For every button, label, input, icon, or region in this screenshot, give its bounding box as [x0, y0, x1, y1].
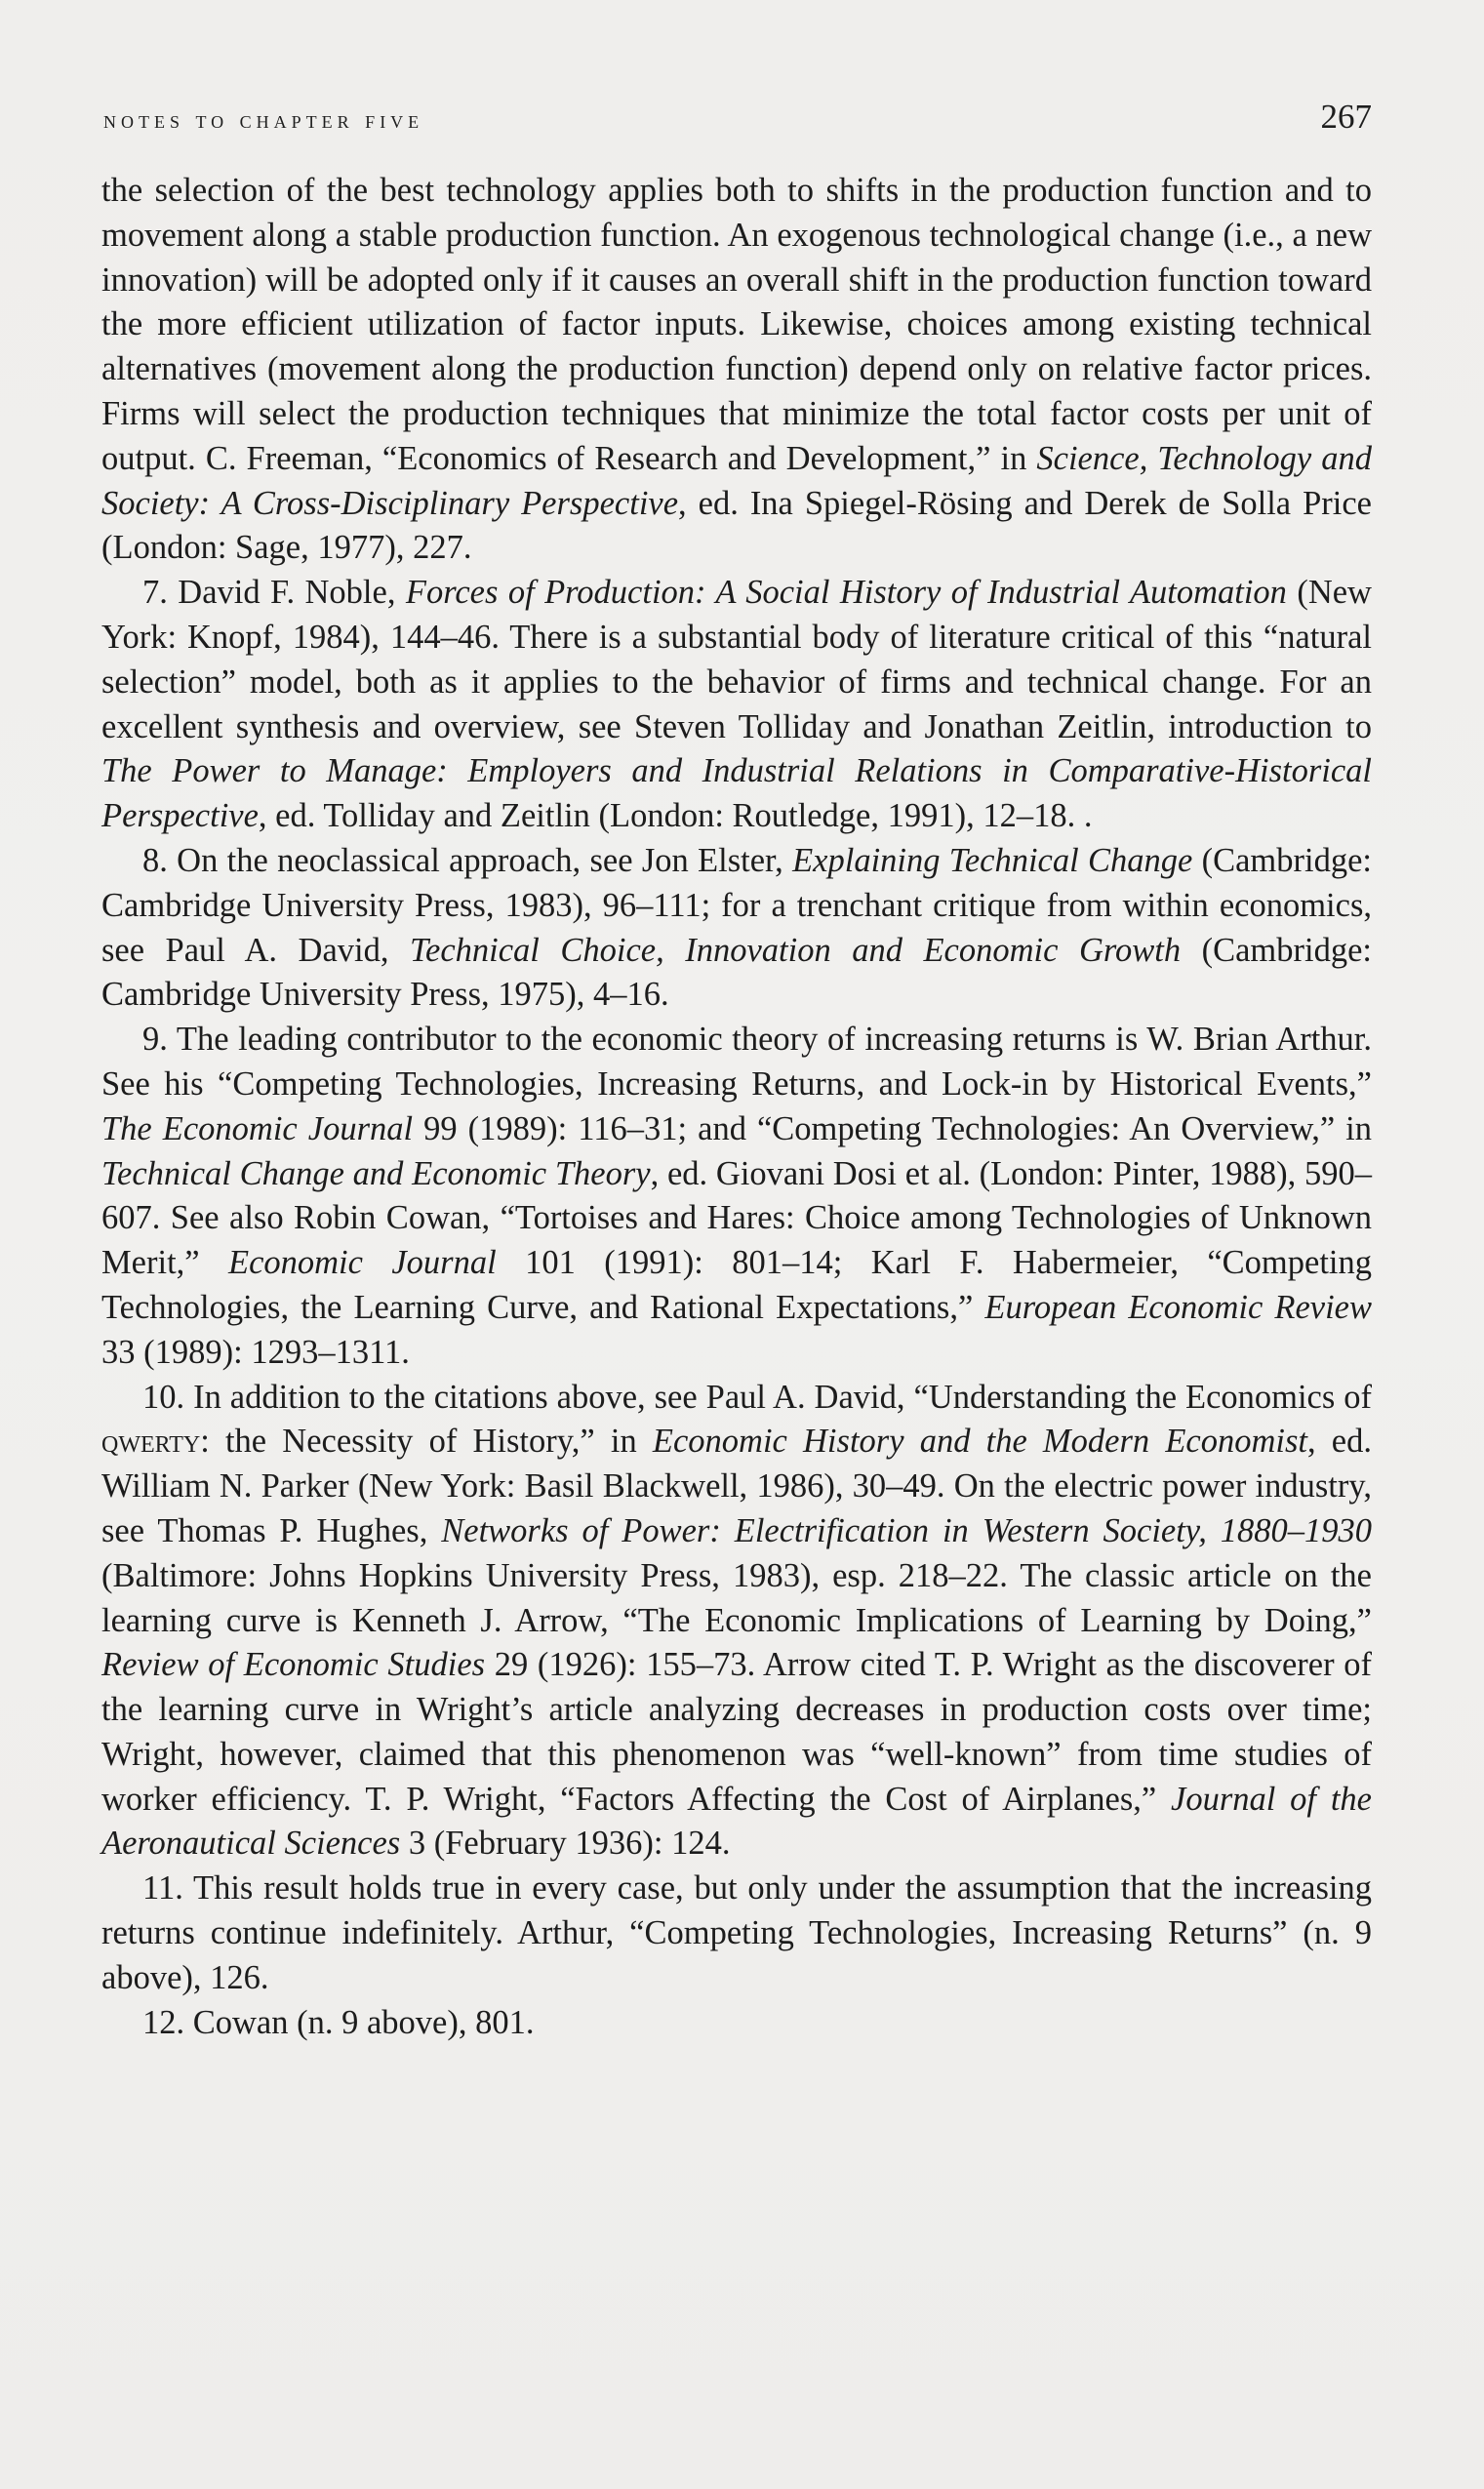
italic-title: Technical Choice, Innovation and Economic Growth [410, 931, 1182, 969]
italic-title: Science, Technology and Society: A Cross-Disciplinary Perspective [101, 439, 1372, 522]
italic-title: Economic Journal [228, 1244, 497, 1282]
note-continuation [101, 169, 1372, 571]
note-text: : the Necessity of History,” in [200, 1423, 653, 1461]
note-text: , ed. Ina Spiegel-Rösing and Derek de Solla Price (London: Sage, 1977), 227. [101, 484, 1372, 567]
note-text: 11. This result holds true in every case, but only under the assumption that the increasing returns continue indefinitely. Arthur, “Competing Technologies, Increasing Returns” (n. 9 above), 126. [101, 1869, 1372, 1996]
italic-title: Explaining Technical Change [792, 841, 1193, 879]
note-text: , ed. William N. Parker (New York: Basil Blackwell, 1986), 30–49. On the electric power industry, see Thomas P. Hughes, [101, 1423, 1372, 1549]
italic-title: European Economic Review [984, 1288, 1372, 1326]
italic-title: The Power to Manage: Employers and Industrial Relations in Comparative-Historical Perspective [101, 752, 1372, 835]
note-text: 99 (1989): 116–31; and “Competing Technologies: An Overview,” in [413, 1109, 1372, 1147]
page-header [101, 98, 1372, 146]
note-9 [101, 1018, 1372, 1375]
note-text: (Cambridge: Cambridge University Press, 1975), 4–16. [101, 931, 1372, 1014]
italic-title: The Economic Journal [101, 1109, 414, 1147]
italic-title: Networks of Power: Electrification in Western Society, 1880–1930 [441, 1511, 1372, 1549]
note-12 [101, 2001, 1372, 2046]
italic-title: Journal of the Aeronautical Sciences [101, 1780, 1372, 1863]
italic-title: Review of Economic Studies [101, 1646, 486, 1684]
note-text: 33 (1989): 1293–1311. [101, 1333, 410, 1371]
note-7 [101, 571, 1372, 839]
page-number: 267 [1320, 98, 1372, 136]
note-text: 101 (1991): 801–14; Karl F. Habermeier, “Competing Technologies, the Learning Curve, and Rational Expectations,” [101, 1244, 1372, 1326]
small-caps-text: qwerty [101, 1423, 201, 1461]
note-text: (Baltimore: Johns Hopkins University Press, 1983), esp. 218–22. The classic article on the learning curve is Kenneth J. Arrow, “The Economic Implications of Learning by Doing,” [101, 1556, 1372, 1639]
note-11 [101, 1867, 1372, 2000]
note-8 [101, 839, 1372, 1018]
note-text: (New York: Knopf, 1984), 144–46. There is a substantial body of literature critical of this “natural selection” model, both as it applies to the behavior of firms and technical change. For an excellent synthesis and overview, see Steven Tolliday and Jonathan Zeitlin, introduction to [101, 574, 1372, 745]
italic-title: Forces of Production: A Social History of Industrial Automation [405, 574, 1287, 612]
note-text: 10. In addition to the citations above, see Paul A. David, “Understanding the Economics of [142, 1378, 1372, 1416]
note-text: 9. The leading contributor to the economic theory of increasing returns is W. Brian Arthur. See his “Competing Technologies, Increasing Returns, and Lock-in by Historical Events,” [101, 1021, 1372, 1103]
notes-body [101, 169, 1372, 2045]
note-text: , ed. Tolliday and Zeitlin (London: Routledge, 1991), 12–18. . [258, 797, 1093, 835]
note-text: the selection of the best technology applies both to shifts in the production function and to movement along a stable production function. An exogenous technological change (i.e., a new innovation) will be adopted only if it causes an overall shift in the production function toward the more efficient utilization of factor inputs. Likewise, choices among existing technical alternatives (movement along the production function) depend only on relative factor prices. Firms will select the production techniques that minimize the total factor costs per unit of output. C. Freeman, “Economics of Research and Development,” in [101, 172, 1372, 477]
note-text: (Cambridge: Cambridge University Press, 1983), 96–111; for a trenchant critique from within economics, see Paul A. David, [101, 841, 1372, 969]
note-10 [101, 1376, 1372, 1867]
note-text: , ed. Giovani Dosi et al. (London: Pinter, 1988), 590–607. See also Robin Cowan, “Tortoises and Hares: Choice among Technologies of Unknown Merit,” [101, 1154, 1372, 1282]
italic-title: Economic History and the Modern Economist [652, 1423, 1307, 1461]
note-text: 3 (February 1936): 124. [400, 1825, 731, 1863]
note-text: 12. Cowan (n. 9 above), 801. [142, 2003, 535, 2041]
note-text: 29 (1926): 155–73. Arrow cited T. P. Wright as the discoverer of the learning curve in Wright’s article analyzing decreases in production costs over time; Wright, however, claimed that this phenomenon was “well-known” from time studies of worker efficiency. T. P. Wright, “Factors Affecting the Cost of Airplanes,” [101, 1646, 1372, 1818]
note-text: 7. David F. Noble, [142, 574, 406, 612]
running-head: notes to chapter five [103, 105, 424, 134]
note-text: 8. On the neoclassical approach, see Jon Elster, [142, 841, 793, 879]
italic-title: Technical Change and Economic Theory [101, 1154, 651, 1192]
